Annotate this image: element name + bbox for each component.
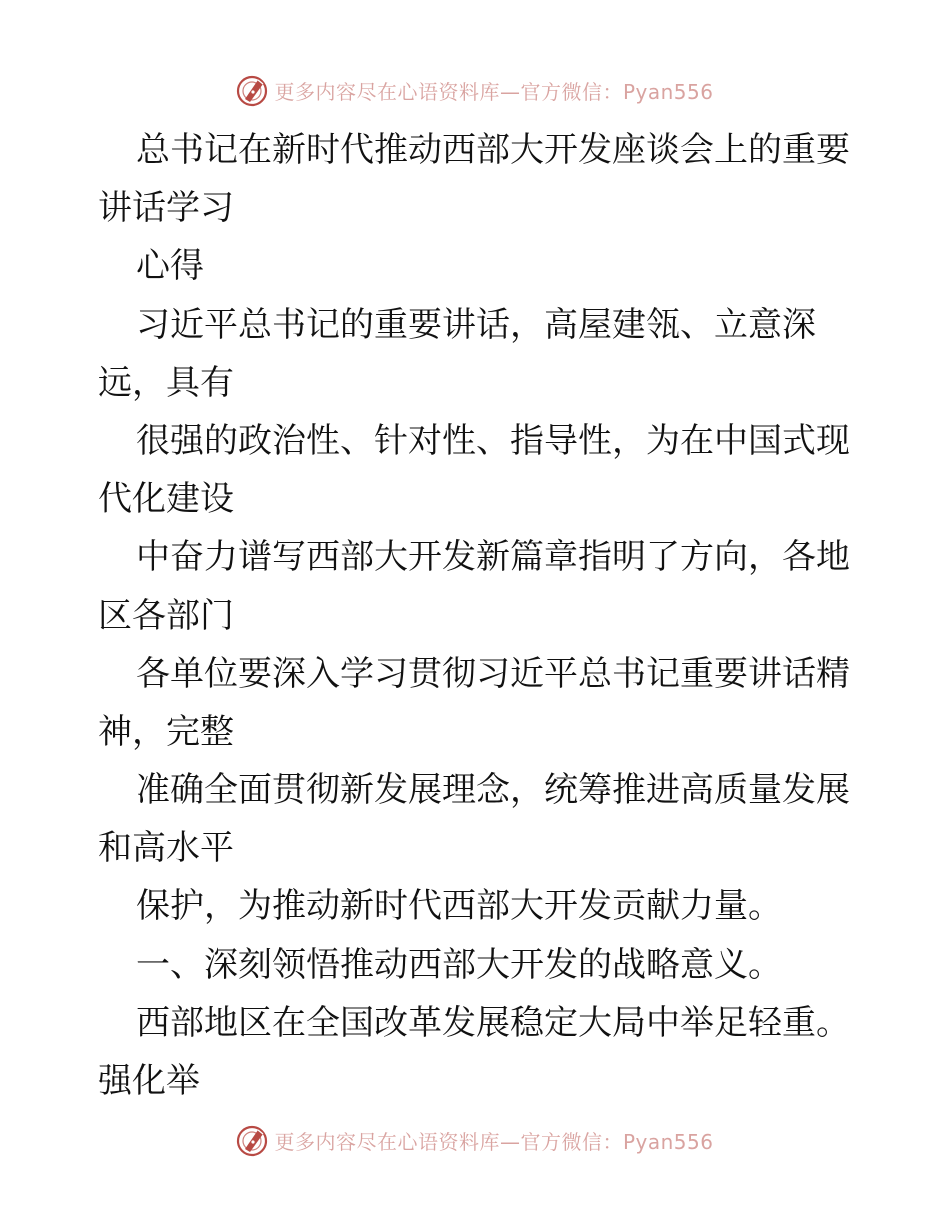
text-line: 保护，为推动新时代西部大开发贡献力量。: [136, 886, 782, 927]
text-line: 各单位要深入学习贯彻习近平总书记重要讲话精: [136, 653, 850, 694]
watermark-text: 更多内容尽在心语资料库—官方微信：Pyan556: [274, 1129, 714, 1154]
text-line: 区各部门: [98, 595, 234, 636]
text-line: 中奋力谱写西部大开发新篇章指明了方向，各地: [136, 537, 850, 578]
watermark-text: 更多内容尽在心语资料库—官方微信：Pyan556: [274, 79, 714, 104]
pen-nib-logo-icon: [236, 1123, 270, 1157]
document-body: [98, 121, 858, 1110]
text-line: 远，具有: [98, 362, 234, 403]
text-line: 心得: [136, 246, 204, 287]
header-watermark: [0, 70, 950, 110]
text-line: 和高水平: [98, 828, 234, 869]
text-line: 习近平总书记的重要讲话，高屋建瓴、立意深: [136, 304, 816, 345]
text-line: 神，完整: [98, 711, 234, 752]
text-line: 强化举: [98, 1061, 200, 1101]
footer-watermark: [0, 1120, 950, 1160]
text-line: 讲话学习: [98, 188, 234, 229]
text-line: 很强的政治性、针对性、指导性，为在中国式现: [136, 420, 850, 461]
text-line: 一、深刻领悟推动西部大开发的战略意义。: [136, 944, 782, 985]
text-line: 代化建设: [98, 479, 234, 520]
text-line: 准确全面贯彻新发展理念，统筹推进高质量发展: [136, 770, 850, 811]
text-line: 总书记在新时代推动西部大开发座谈会上的重要: [136, 130, 850, 170]
pen-nib-logo-icon: [236, 73, 270, 107]
text-line: 西部地区在全国改革发展稳定大局中举足轻重。: [136, 1002, 850, 1043]
